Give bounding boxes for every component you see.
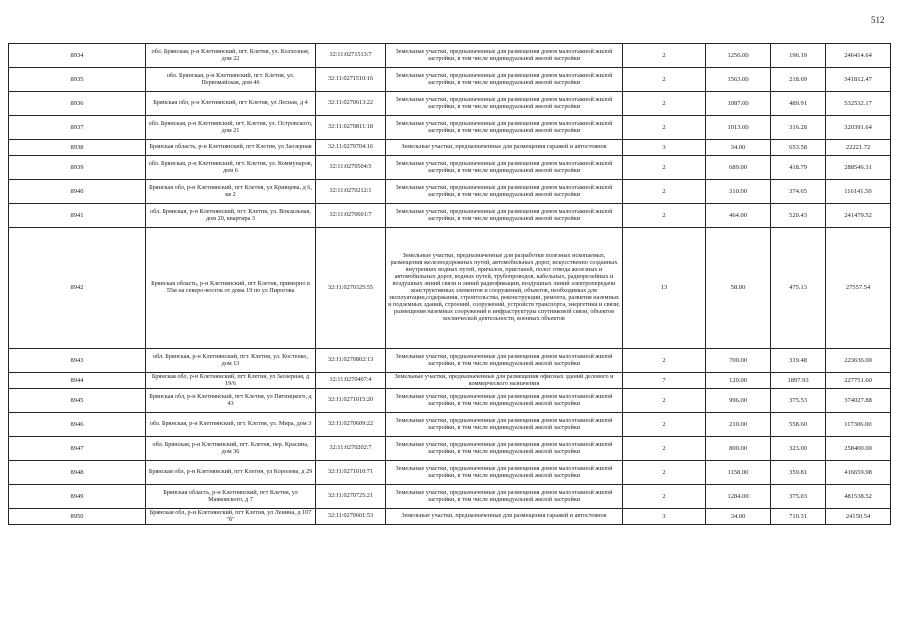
row-group-code: 2	[623, 92, 706, 116]
row-address: обл. Брянская, р-н Клетнянский, пгт. Клетня, ул. Мира, дом 3	[146, 413, 316, 437]
row-id: 8942	[9, 228, 146, 349]
row-cadastral-value: 481538.52	[826, 485, 891, 509]
row-land-purpose: Земельные участки, предназначенные для размещения домов малоэтажной жилой застройки, в том числе индивидуальной жилой застройки	[386, 389, 623, 413]
row-id: 8937	[9, 116, 146, 140]
row-address: Брянская обл, р-н Клетнянский, пгт Клетня, ул Королева, д 29	[146, 461, 316, 485]
row-address: Брянская обл, р-н Клетнянский, пгт Клетня, ул Ленина, д 107 "б"	[146, 509, 316, 525]
row-group-code: 2	[623, 485, 706, 509]
row-group-code: 2	[623, 349, 706, 373]
row-land-purpose: Земельные участки, предназначенные для размещения домов малоэтажной жилой застройки, в том числе индивидуальной жилой застройки	[386, 44, 623, 68]
row-cadastral-number: 32:11:0270601:7	[316, 204, 386, 228]
row-area: 689.00	[706, 156, 771, 180]
row-cadastral-number: 32:11:0271010:71	[316, 461, 386, 485]
row-cadastral-value: 24150.54	[826, 509, 891, 525]
row-cadastral-number: 32:11:0270704:16	[316, 140, 386, 156]
row-area: 800.00	[706, 437, 771, 461]
row-group-code: 3	[623, 509, 706, 525]
row-address: Брянская область, р-н Клетнянский, пгт Клетня, ул Маяковского, д 7	[146, 485, 316, 509]
row-cadastral-number: 32:11:0270613:22	[316, 92, 386, 116]
row-area: 1256.00	[706, 44, 771, 68]
row-specific-value: 375.53	[771, 389, 826, 413]
row-id: 8948	[9, 461, 146, 485]
row-cadastral-number: 32:11:0271015:20	[316, 389, 386, 413]
row-group-code: 13	[623, 228, 706, 349]
row-address: обл. Брянская, р-н Клетнянский, пгт. Клетня, ул. Коммунаров, дом 6	[146, 156, 316, 180]
row-cadastral-number: 32:11:0270325:55	[316, 228, 386, 349]
row-area: 34.00	[706, 140, 771, 156]
row-land-purpose: Земельные участки, предназначенные для размещения домов малоэтажной жилой застройки, в том числе индивидуальной жилой застройки	[386, 156, 623, 180]
row-cadastral-number: 32:11:0270609:22	[316, 413, 386, 437]
row-specific-value: 359.81	[771, 461, 826, 485]
row-cadastral-value: 532532.17	[826, 92, 891, 116]
row-cadastral-number: 32:11:0270202:7	[316, 437, 386, 461]
row-specific-value: 374.65	[771, 180, 826, 204]
row-address: обл. Брянская, р-н Клетнянский, пгт. Клетня, ул. Первомайская, дом 46	[146, 68, 316, 92]
row-id: 8939	[9, 156, 146, 180]
row-group-code: 2	[623, 437, 706, 461]
row-cadastral-value: 227751.60	[826, 373, 891, 389]
table-row	[9, 116, 891, 140]
row-group-code: 7	[623, 373, 706, 389]
row-group-code: 2	[623, 204, 706, 228]
row-group-code: 2	[623, 156, 706, 180]
row-land-purpose: Земельные участки, предназначенные для размещения домов малоэтажной жилой застройки, в том числе индивидуальной жилой застройки	[386, 92, 623, 116]
row-id: 8938	[9, 140, 146, 156]
table-row	[9, 509, 891, 525]
row-address: обл. Брянская, р-н Клетнянский, пгт. Клетня, ул. Вокзальная, дом 20, квартира 3	[146, 204, 316, 228]
row-cadastral-value: 341812.47	[826, 68, 891, 92]
table-body	[9, 44, 891, 525]
row-land-purpose: Земельные участки, предназначенные для размещения домов малоэтажной жилой застройки, в том числе индивидуальной жилой застройки	[386, 485, 623, 509]
table-row	[9, 140, 891, 156]
row-id: 8950	[9, 509, 146, 525]
row-land-purpose: Земельные участки, предназначенные для размещения домов малоэтажной жилой застройки, в том числе индивидуальной жилой застройки	[386, 413, 623, 437]
row-land-purpose: Земельные участки, предназначенные для размещения домов малоэтажной жилой застройки, в том числе индивидуальной жилой застройки	[386, 116, 623, 140]
row-specific-value: 218.69	[771, 68, 826, 92]
row-land-purpose: Земельные участки, предназначенные для размещения офисных зданий делового и коммерческого назначения	[386, 373, 623, 389]
row-specific-value: 520.43	[771, 204, 826, 228]
row-cadastral-number: 32:11:0270601:53	[316, 509, 386, 525]
table-row	[9, 349, 891, 373]
row-address: Брянская область, р-н Клетнянский, пгт Клетня, примерно в 55м на северо-восток от дома 19 по ул Пирогова	[146, 228, 316, 349]
row-specific-value: 489.91	[771, 92, 826, 116]
row-area: 210.00	[706, 413, 771, 437]
row-cadastral-number: 32:11:0270811:18	[316, 116, 386, 140]
row-area: 1013.00	[706, 116, 771, 140]
row-cadastral-number: 32:11:0270504:5	[316, 156, 386, 180]
table-row	[9, 373, 891, 389]
table-row	[9, 228, 891, 349]
row-specific-value: 323.00	[771, 437, 826, 461]
row-cadastral-value: 116141.50	[826, 180, 891, 204]
row-area: 1563.00	[706, 68, 771, 92]
row-land-purpose: Земельные участки, предназначенные для размещения гаражей и автостоянок	[386, 140, 623, 156]
row-specific-value: 710.31	[771, 509, 826, 525]
row-cadastral-number: 32:11:0270212:1	[316, 180, 386, 204]
row-area: 34.00	[706, 509, 771, 525]
row-id: 8935	[9, 68, 146, 92]
row-area: 464.00	[706, 204, 771, 228]
row-area: 58.00	[706, 228, 771, 349]
row-land-purpose: Земельные участки, предназначенные для размещения домов малоэтажной жилой застройки, в том числе индивидуальной жилой застройки	[386, 204, 623, 228]
row-specific-value: 1897.93	[771, 373, 826, 389]
row-area: 996.00	[706, 389, 771, 413]
row-cadastral-number: 32:11:0270725:21	[316, 485, 386, 509]
row-group-code: 2	[623, 413, 706, 437]
row-specific-value: 653.58	[771, 140, 826, 156]
row-group-code: 3	[623, 140, 706, 156]
row-address: обл. Брянская, р-н Клетнянский, пгт. Клетня, ул. Костенко, дом 13	[146, 349, 316, 373]
row-cadastral-number: 32:11:0270802:13	[316, 349, 386, 373]
row-area: 1158.00	[706, 461, 771, 485]
row-specific-value: 418.79	[771, 156, 826, 180]
row-address: Брянская обл, р-н Клетнянский, пгт Клетня, ул Заозерная, д 19/6	[146, 373, 316, 389]
row-cadastral-value: 288546.31	[826, 156, 891, 180]
row-id: 8943	[9, 349, 146, 373]
row-cadastral-value: 241479.52	[826, 204, 891, 228]
row-area: 120.00	[706, 373, 771, 389]
row-cadastral-value: 416659.98	[826, 461, 891, 485]
row-group-code: 2	[623, 461, 706, 485]
row-land-purpose: Земельные участки, предназначенные для размещения домов малоэтажной жилой застройки, в том числе индивидуальной жилой застройки	[386, 461, 623, 485]
row-land-purpose: Земельные участки, предназначенные для размещения гаражей и автостоянок	[386, 509, 623, 525]
row-group-code: 2	[623, 116, 706, 140]
table-row	[9, 68, 891, 92]
row-id: 8944	[9, 373, 146, 389]
row-id: 8940	[9, 180, 146, 204]
row-group-code: 2	[623, 44, 706, 68]
row-land-purpose: Земельные участки, предназначенные для размещения домов малоэтажной жилой застройки, в том числе индивидуальной жилой застройки	[386, 437, 623, 461]
row-address: обл. Брянская, р-н Клетнянский, пгт. Клетня, ул. Колхозная, дом 22	[146, 44, 316, 68]
row-specific-value: 316.28	[771, 116, 826, 140]
page-number: 512	[871, 15, 885, 25]
row-land-purpose: Земельные участки, предназначенные для размещения домов малоэтажной жилой застройки, в том числе индивидуальной жилой застройки	[386, 68, 623, 92]
row-cadastral-value: 320391.64	[826, 116, 891, 140]
row-group-code: 2	[623, 180, 706, 204]
row-id: 8947	[9, 437, 146, 461]
row-cadastral-number: 32:11:0271513:7	[316, 44, 386, 68]
row-group-code: 2	[623, 389, 706, 413]
row-specific-value: 475.13	[771, 228, 826, 349]
row-cadastral-value: 22221.72	[826, 140, 891, 156]
row-area: 310.00	[706, 180, 771, 204]
row-address: обл. Брянская, р-н Клетнянский, пгт. Клетня, пер. Красина, дом 36	[146, 437, 316, 461]
row-address: Брянская обл, р-н Клетнянский, пгт Клетня, ул Лесная, д 4	[146, 92, 316, 116]
row-id: 8941	[9, 204, 146, 228]
table-row	[9, 437, 891, 461]
row-id: 8934	[9, 44, 146, 68]
row-cadastral-value: 27557.54	[826, 228, 891, 349]
cadastral-value-table	[8, 43, 891, 525]
row-specific-value: 558.60	[771, 413, 826, 437]
row-cadastral-value: 223636.00	[826, 349, 891, 373]
row-cadastral-number: 32:11:0270407:4	[316, 373, 386, 389]
table-row	[9, 389, 891, 413]
row-area: 1284.00	[706, 485, 771, 509]
table-row	[9, 485, 891, 509]
row-specific-value: 196.19	[771, 44, 826, 68]
row-address: Брянская обл, р-н Клетнянский, пгт Клетня, ул Кривцова, д 6, кв 2	[146, 180, 316, 204]
row-land-purpose: Земельные участки, предназначенные для размещения домов малоэтажной жилой застройки, в том числе индивидуальной жилой застройки	[386, 180, 623, 204]
row-cadastral-number: 32:11:0271510:16	[316, 68, 386, 92]
row-address: Брянская обл, р-н Клетнянский, пгт Клетня, ул Пятницкого, д 43	[146, 389, 316, 413]
table-row	[9, 413, 891, 437]
row-id: 8936	[9, 92, 146, 116]
table-row	[9, 92, 891, 116]
row-group-code: 2	[623, 68, 706, 92]
row-id: 8945	[9, 389, 146, 413]
row-land-purpose: Земельные участки, предназначенные для разработки полезных ископаемых, размещения железнодорожных путей, автомобильных дорог, искусственно созданных внутренних водных путей, причалов, пристаней, полос отвода железных и автомобильных дорог, водных путей, трубопроводов, кабельных, радиорелейных и воздушных линий связи и линий радиофикации, воздушных линий электропередачи конструктивных элементов и сооружений, объектов, необходимых для эксплуатации,содержания, строительства, реконструкции, ремонта, развития наземных и подземных зданий, строений, сооружений, устройств транспорта, энергетики и связи; размещения наземных сооружений в инфраструктуры спутниковой связи, объектов космической деятельности, военных объектов	[386, 228, 623, 349]
table-row	[9, 204, 891, 228]
row-cadastral-value: 117306.00	[826, 413, 891, 437]
row-address: обл. Брянская, р-н Клетнянский, пгт. Клетня, ул. Островского, дом 21	[146, 116, 316, 140]
table-row	[9, 180, 891, 204]
row-specific-value: 319.48	[771, 349, 826, 373]
row-specific-value: 375.03	[771, 485, 826, 509]
row-id: 8946	[9, 413, 146, 437]
table-row	[9, 44, 891, 68]
table-row	[9, 461, 891, 485]
table-row	[9, 156, 891, 180]
row-cadastral-value: 374027.88	[826, 389, 891, 413]
row-area: 1087.00	[706, 92, 771, 116]
row-address: Брянская область, р-н Клетнянский, пгт Клетня, ул Заозерная	[146, 140, 316, 156]
row-id: 8949	[9, 485, 146, 509]
row-cadastral-value: 246414.64	[826, 44, 891, 68]
row-land-purpose: Земельные участки, предназначенные для размещения домов малоэтажной жилой застройки, в том числе индивидуальной жилой застройки	[386, 349, 623, 373]
row-area: 700.00	[706, 349, 771, 373]
row-cadastral-value: 258400.00	[826, 437, 891, 461]
